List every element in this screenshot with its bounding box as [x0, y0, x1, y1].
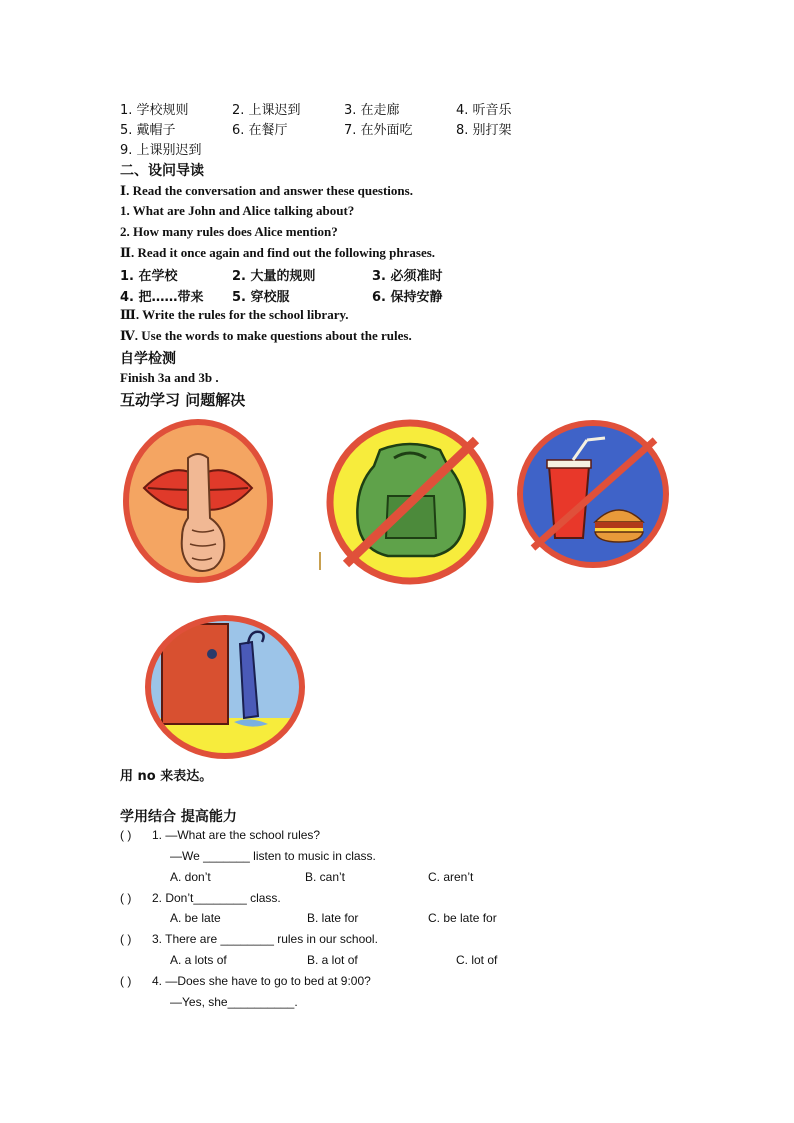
- no-backpack-sign-image: [324, 418, 496, 586]
- part-heading: Ⅲ. Write the rules for the school library.: [120, 307, 349, 322]
- question-line: —We _______ listen to music in class.: [170, 849, 376, 863]
- part-heading: Ⅱ. Read it once again and find out the following phrases.: [120, 245, 436, 260]
- answer-paren[interactable]: ( ): [120, 932, 132, 946]
- question-text: 1. What are John and Alice talking about?: [120, 203, 355, 218]
- question-stem: 4. —Does she have to go to bed at 9:00?: [152, 974, 371, 988]
- section-title: 互动学习 问题解决: [120, 391, 246, 409]
- option-a: A. don’t: [170, 870, 211, 884]
- question-stem: 3. There are ________ rules in our school.: [152, 932, 378, 946]
- section-title: 学用结合 提高能力: [120, 809, 237, 825]
- phrase-item: 4. 把……带来: [120, 290, 204, 305]
- vocab-item: 8. 别打架: [456, 123, 512, 138]
- phrase-item: 6. 保持安静: [372, 290, 443, 305]
- umbrella-sign-image: [144, 614, 306, 760]
- option-c: C. lot of: [456, 953, 498, 967]
- no-food-sign-image: [515, 418, 671, 570]
- answer-paren[interactable]: ( ): [120, 891, 132, 905]
- vocab-item: 7. 在外面吃: [344, 123, 413, 138]
- option-c: C. aren’t: [428, 870, 474, 884]
- part-heading: Ⅳ. Use the words to make questions about the rules.: [120, 328, 412, 343]
- question-stem: 2. Don’t________ class.: [152, 891, 281, 905]
- section-title: 自学检测: [120, 351, 176, 367]
- question-line: —Yes, she__________.: [170, 995, 298, 1009]
- caption-text: 用 no 来表达。: [120, 769, 213, 784]
- option-b: B. a lot of: [307, 953, 358, 967]
- phrase-item: 1. 在学校: [120, 269, 178, 284]
- option-a: A. be late: [170, 911, 221, 925]
- option-a: A. a lots of: [170, 953, 227, 967]
- vocab-item: 4. 听音乐: [456, 103, 512, 118]
- option-b: B. late for: [307, 911, 359, 925]
- section-title: 二、设问导读: [120, 163, 204, 179]
- vocab-item: 9. 上课别迟到: [120, 143, 202, 158]
- quiet-sign-image: [122, 418, 274, 584]
- vocab-item: 5. 戴帽子: [120, 123, 176, 138]
- phrase-item: 2. 大量的规则: [232, 269, 316, 284]
- vocab-item: 3. 在走廊: [344, 103, 400, 118]
- answer-paren[interactable]: ( ): [120, 828, 132, 842]
- divider-tick: [319, 552, 322, 570]
- vocab-item: 6. 在餐厅: [232, 123, 288, 138]
- question-text: 2. How many rules does Alice mention?: [120, 224, 338, 239]
- vocab-item: 1. 学校规则: [120, 103, 189, 118]
- question-stem: 1. —What are the school rules?: [152, 828, 321, 842]
- self-check-text: Finish 3a and 3b .: [120, 370, 219, 385]
- vocab-item: 2. 上课迟到: [232, 103, 301, 118]
- phrase-item: 5. 穿校服: [232, 290, 290, 305]
- option-b: B. can’t: [305, 870, 346, 884]
- part-heading: Ⅰ. Read the conversation and answer these questions.: [120, 183, 413, 198]
- answer-paren[interactable]: ( ): [120, 974, 132, 988]
- option-c: C. be late for: [428, 911, 497, 925]
- phrase-item: 3. 必须准时: [372, 269, 443, 284]
